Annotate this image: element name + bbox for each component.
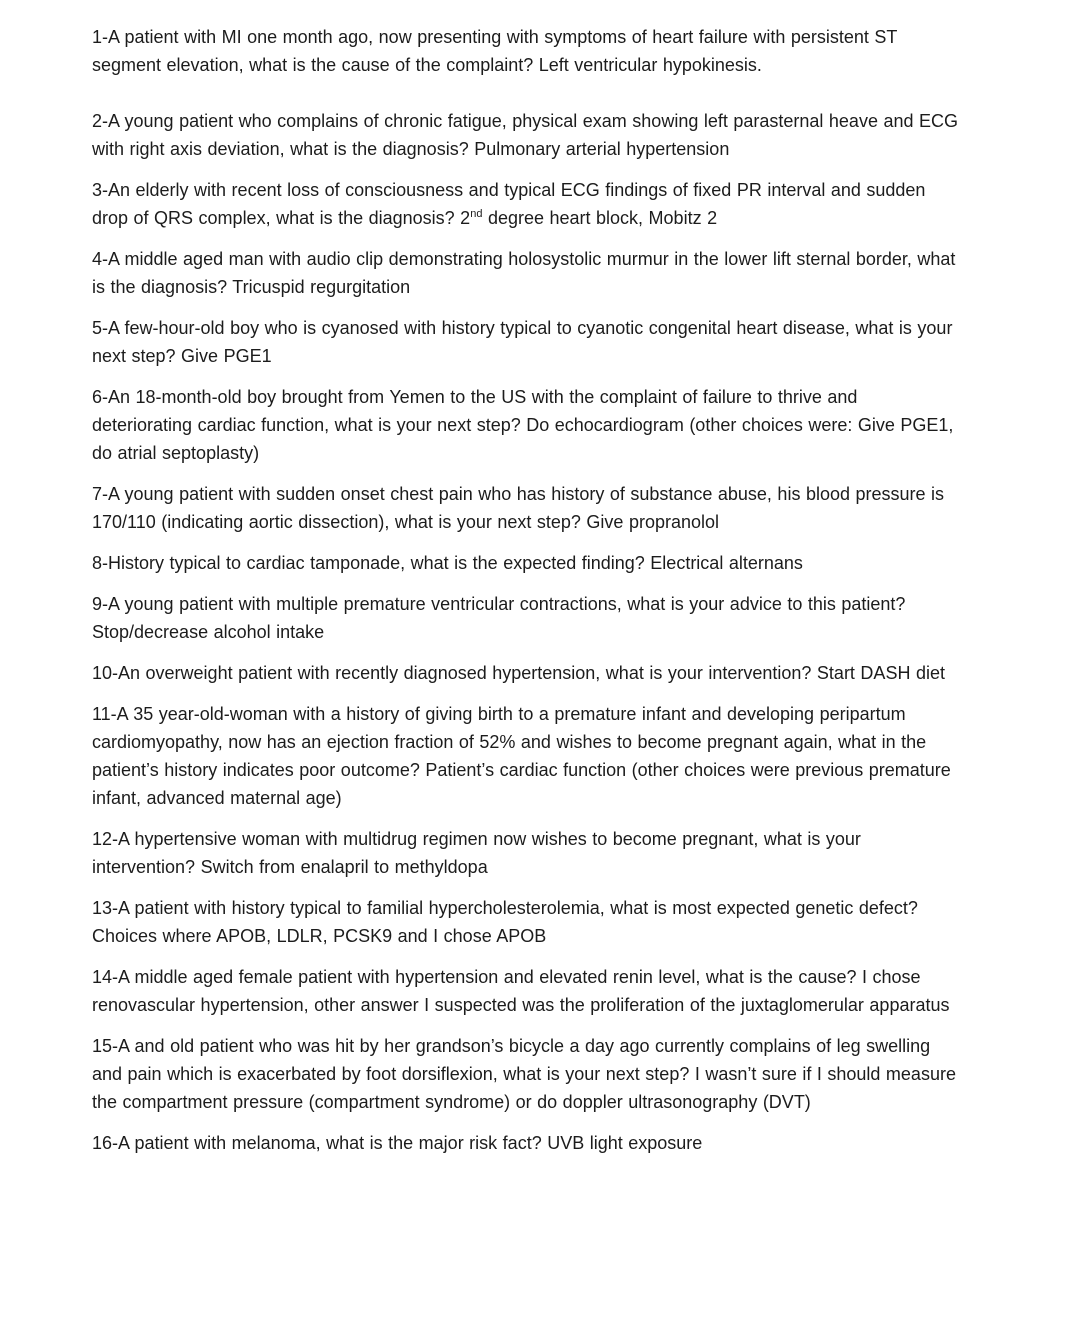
question-9-text: 9-A young patient with multiple premature ventricular contractions, what is your advice to this patient? Stop/decrease alcohol intake <box>92 594 906 642</box>
question-7 <box>92 480 960 536</box>
question-11-text: 11-A 35 year-old-woman with a history of giving birth to a premature infant and developing peripartum cardiomyopathy, now has an ejection fraction of 52% and wishes to become pregnant again, what in the patient’s history indicates poor outcome? Patient’s cardiac function (other choices were previous premature infant, advanced maternal age) <box>92 704 951 808</box>
question-3-text-pre: 3-An elderly with recent loss of consciousness and typical ECG findings of fixed PR interval and sudden drop of QRS complex, what is the diagnosis? 2 <box>92 180 926 228</box>
question-4-text: 4-A middle aged man with audio clip demonstrating holosystolic murmur in the lower lift sternal border, what is the diagnosis? Tricuspid regurgitation <box>92 249 956 297</box>
ordinal-superscript: nd <box>470 208 483 220</box>
question-7-text: 7-A young patient with sudden onset chest pain who has history of substance abuse, his blood pressure is 170/110 (indicating aortic dissection), what is your next step? Give propranolol <box>92 484 945 532</box>
question-5-text: 5-A few-hour-old boy who is cyanosed with history typical to cyanotic congenital heart disease, what is your next step? Give PGE1 <box>92 318 953 366</box>
question-16-text: 16-A patient with melanoma, what is the major risk fact? UVB light exposure <box>92 1133 703 1153</box>
question-12 <box>92 825 960 881</box>
question-9 <box>92 590 960 646</box>
question-1-text: 1-A patient with MI one month ago, now presenting with symptoms of heart failure with persistent ST segment elevation, what is the cause of the complaint? Left ventricular hypokinesis. <box>92 27 898 75</box>
question-12-text: 12-A hypertensive woman with multidrug regimen now wishes to become pregnant, what is your intervention? Switch from enalapril to methyldopa <box>92 829 861 877</box>
question-4 <box>92 245 960 301</box>
question-1 <box>92 23 960 79</box>
question-14-text: 14-A middle aged female patient with hypertension and elevated renin level, what is the cause? I chose renovascular hypertension, other answer I suspected was the proliferation of the juxtaglomerular apparatus <box>92 967 950 1015</box>
question-11 <box>92 700 960 812</box>
question-6-text: 6-An 18-month-old boy brought from Yemen to the US with the complaint of failure to thrive and deteriorating cardiac function, what is your next step? Do echocardiogram (other choices were: Give PGE1, do atrial septoplasty) <box>92 387 954 463</box>
question-6 <box>92 383 960 467</box>
question-8 <box>92 549 960 577</box>
question-3-text-post: degree heart block, Mobitz 2 <box>482 208 718 228</box>
question-5 <box>92 314 960 370</box>
question-15-text: 15-A and old patient who was hit by her grandson’s bicycle a day ago currently complains of leg swelling and pain which is exacerbated by foot dorsiflexion, what is your next step? I wasn’t sure if I should measure the compartment pressure (compartment syndrome) or do doppler ultrasonography (DVT) <box>92 1036 956 1112</box>
question-2 <box>92 107 960 163</box>
question-14 <box>92 963 960 1019</box>
question-13 <box>92 894 960 950</box>
question-8-text: 8-History typical to cardiac tamponade, what is the expected finding? Electrical alternans <box>92 553 803 573</box>
question-15 <box>92 1032 960 1116</box>
question-10 <box>92 659 960 687</box>
question-16 <box>92 1129 960 1157</box>
question-13-text: 13-A patient with history typical to familial hypercholesterolemia, what is most expected genetic defect? Choices where APOB, LDLR, PCSK9 and I chose APOB <box>92 898 918 946</box>
question-10-text: 10-An overweight patient with recently diagnosed hypertension, what is your intervention? Start DASH diet <box>92 663 945 683</box>
question-2-text: 2-A young patient who complains of chronic fatigue, physical exam showing left parasternal heave and ECG with right axis deviation, what is the diagnosis? Pulmonary arterial hypertension <box>92 111 958 159</box>
question-3 <box>92 176 960 232</box>
